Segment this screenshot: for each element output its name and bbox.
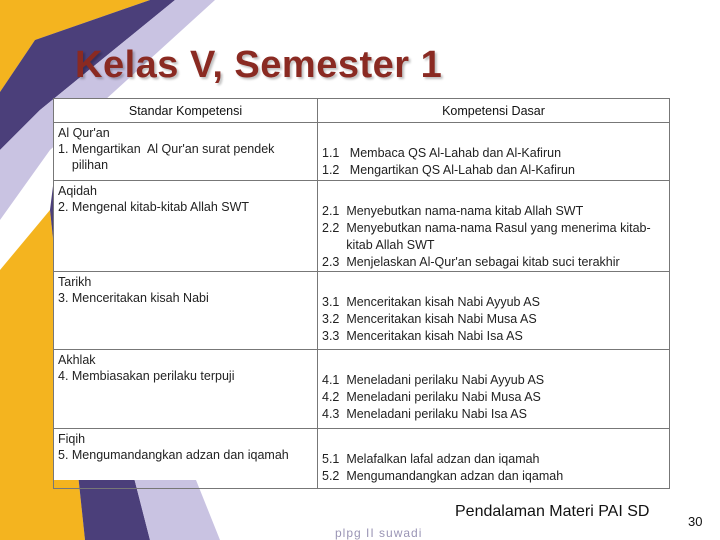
page-title: Kelas V, Semester 1 [75, 44, 443, 86]
row-standard: 1. Mengartikan Al Qur'an surat pendek pilihan [58, 142, 275, 172]
row-category: Aqidah [58, 184, 97, 198]
table-row [54, 350, 670, 429]
kd-item: 1.1 Membaca QS Al-Lahab dan Al-Kafirun [322, 146, 562, 160]
kd-item: kitab Allah SWT [322, 238, 435, 252]
table-row [54, 429, 670, 489]
table-row [54, 123, 670, 181]
row-category: Fiqih [58, 432, 86, 446]
row-standard: 2. Mengenal kitab-kitab Allah SWT [58, 200, 250, 214]
footer-text: Pendalaman Materi PAI SD [455, 503, 650, 520]
kd-item: 5.2 Mengumandangkan adzan dan iqamah [322, 469, 564, 483]
competency-table [53, 98, 670, 489]
kd-item: 2.2 Menyebutkan nama-nama Rasul yang menerima kitab- [322, 221, 651, 235]
page-number: 30 [688, 514, 703, 529]
row-category: Al Qur'an [58, 126, 110, 140]
kd-item: 2.3 Menjelaskan Al-Qur'an sebagai kitab suci terakhir [322, 255, 620, 269]
kd-item: 4.2 Meneladani perilaku Nabi Musa AS [322, 390, 541, 404]
row-standard: 5. Mengumandangkan adzan dan iqamah [58, 448, 289, 462]
row-standard: 3. Menceritakan kisah Nabi [58, 291, 209, 305]
row-category: Tarikh [58, 275, 92, 289]
header-standar-kompetensi: Standar Kompetensi [54, 99, 318, 123]
kd-item: 5.1 Melafalkan lafal adzan dan iqamah [322, 452, 540, 466]
kd-item: 2.1 Menyebutkan nama-nama kitab Allah SWT [322, 204, 584, 218]
kd-item: 3.1 Menceritakan kisah Nabi Ayyub AS [322, 295, 540, 309]
table-header-row [54, 99, 670, 123]
header-kompetensi-dasar: Kompetensi Dasar [318, 99, 670, 123]
kd-item: 3.3 Menceritakan kisah Nabi Isa AS [322, 329, 523, 343]
kd-item: 4.1 Meneladani perilaku Nabi Ayyub AS [322, 373, 545, 387]
row-standard: 4. Membiasakan perilaku terpuji [58, 369, 235, 383]
kd-item: 1.2 Mengartikan QS Al-Lahab dan Al-Kafirun [322, 163, 575, 177]
watermark: plpg II suwadi [335, 526, 423, 540]
kd-item: 3.2 Menceritakan kisah Nabi Musa AS [322, 312, 537, 326]
table-row [54, 272, 670, 350]
kd-item: 4.3 Meneladani perilaku Nabi Isa AS [322, 407, 527, 421]
row-category: Akhlak [58, 353, 96, 367]
table-row [54, 181, 670, 272]
